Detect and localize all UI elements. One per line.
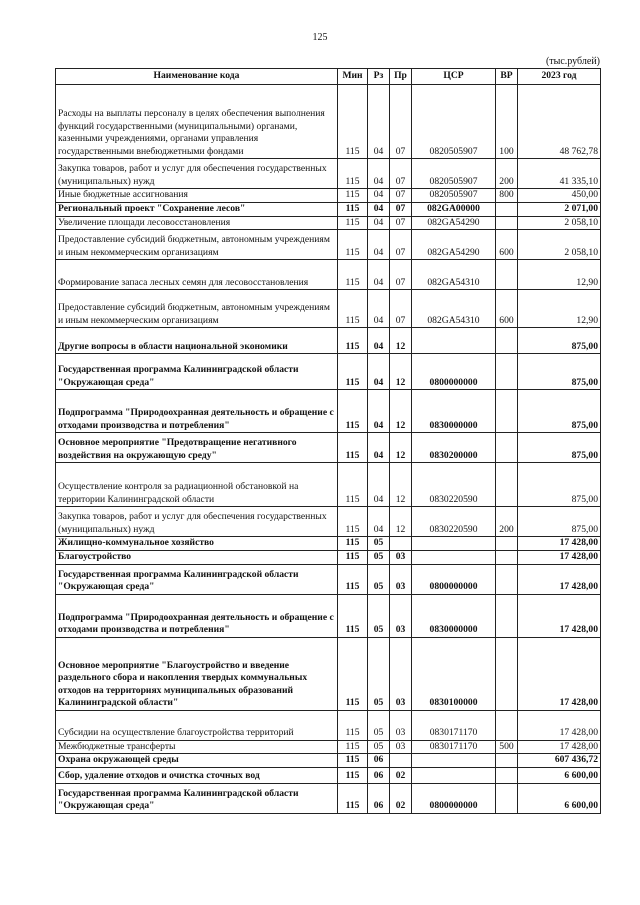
cell-name: Формирование запаса лесных семян для лесовосстановления bbox=[56, 260, 338, 290]
cell-pr: 07 bbox=[390, 202, 412, 216]
table-row bbox=[56, 637, 601, 710]
cell-amount: 17 428,00 bbox=[518, 637, 601, 710]
cell-csr: 082GA54290 bbox=[412, 216, 496, 230]
cell-min: 115 bbox=[338, 550, 368, 564]
cell-csr bbox=[412, 537, 496, 551]
cell-name: Иные бюджетные ассигнования bbox=[56, 189, 338, 203]
table-body bbox=[56, 85, 601, 814]
cell-vr bbox=[496, 537, 518, 551]
cell-name: Закупка товаров, работ и услуг для обеспечения государственных (муниципальных) нужд bbox=[56, 159, 338, 189]
cell-name: Закупка товаров, работ и услуг для обеспечения государственных (муниципальных) нужд bbox=[56, 507, 338, 537]
cell-min: 115 bbox=[338, 290, 368, 328]
cell-vr: 800 bbox=[496, 189, 518, 203]
cell-rz: 04 bbox=[368, 507, 390, 537]
cell-vr bbox=[496, 202, 518, 216]
cell-pr: 12 bbox=[390, 354, 412, 390]
cell-pr: 02 bbox=[390, 783, 412, 813]
table-row bbox=[56, 85, 601, 159]
cell-rz: 04 bbox=[368, 85, 390, 159]
cell-amount: 875,00 bbox=[518, 390, 601, 433]
cell-min: 115 bbox=[338, 637, 368, 710]
cell-vr bbox=[496, 260, 518, 290]
cell-min: 115 bbox=[338, 710, 368, 740]
cell-min: 115 bbox=[338, 507, 368, 537]
cell-rz: 05 bbox=[368, 740, 390, 754]
cell-csr bbox=[412, 328, 496, 354]
cell-name: Основное мероприятие "Благоустройство и введение раздельного сбора и накопления твердых коммунальных отходов на территориях муниципальных образований Калининградской области" bbox=[56, 637, 338, 710]
cell-amount: 2 058,10 bbox=[518, 230, 601, 260]
cell-rz: 04 bbox=[368, 260, 390, 290]
cell-pr: 07 bbox=[390, 260, 412, 290]
cell-csr: 0820505907 bbox=[412, 159, 496, 189]
table-row bbox=[56, 290, 601, 328]
cell-pr: 03 bbox=[390, 710, 412, 740]
table-row bbox=[56, 710, 601, 740]
table-row bbox=[56, 564, 601, 594]
cell-rz: 05 bbox=[368, 594, 390, 637]
table-row bbox=[56, 463, 601, 507]
cell-csr: 0800000000 bbox=[412, 783, 496, 813]
cell-min: 115 bbox=[338, 85, 368, 159]
cell-vr bbox=[496, 328, 518, 354]
cell-pr: 12 bbox=[390, 390, 412, 433]
cell-rz: 04 bbox=[368, 159, 390, 189]
cell-pr: 02 bbox=[390, 767, 412, 783]
cell-name: Жилищно-коммунальное хозяйство bbox=[56, 537, 338, 551]
cell-min: 115 bbox=[338, 189, 368, 203]
cell-name: Увеличение площади лесовосстановления bbox=[56, 216, 338, 230]
cell-min: 115 bbox=[338, 230, 368, 260]
table-header-row bbox=[56, 69, 601, 85]
budget-table bbox=[55, 68, 601, 814]
cell-min: 115 bbox=[338, 767, 368, 783]
cell-amount: 875,00 bbox=[518, 328, 601, 354]
cell-pr: 07 bbox=[390, 85, 412, 159]
header-rz: Рз bbox=[368, 69, 390, 85]
cell-csr: 0830220590 bbox=[412, 463, 496, 507]
cell-rz: 06 bbox=[368, 754, 390, 768]
cell-name: Подпрограмма "Природоохранная деятельность и обращение с отходами производства и потребления" bbox=[56, 594, 338, 637]
cell-min: 115 bbox=[338, 783, 368, 813]
table-row bbox=[56, 767, 601, 783]
cell-amount: 450,00 bbox=[518, 189, 601, 203]
cell-min: 115 bbox=[338, 216, 368, 230]
cell-amount: 2 058,10 bbox=[518, 216, 601, 230]
cell-vr bbox=[496, 767, 518, 783]
cell-min: 115 bbox=[338, 537, 368, 551]
cell-amount: 12,90 bbox=[518, 290, 601, 328]
header-min: Мин bbox=[338, 69, 368, 85]
cell-name: Благоустройство bbox=[56, 550, 338, 564]
cell-pr: 03 bbox=[390, 637, 412, 710]
cell-name: Основное мероприятие "Предотвращение негативного воздействия на окружающую среду" bbox=[56, 433, 338, 463]
table-row bbox=[56, 216, 601, 230]
table-row bbox=[56, 740, 601, 754]
cell-rz: 04 bbox=[368, 290, 390, 328]
cell-min: 115 bbox=[338, 390, 368, 433]
cell-pr: 07 bbox=[390, 216, 412, 230]
cell-name: Межбюджетные трансферты bbox=[56, 740, 338, 754]
cell-min: 115 bbox=[338, 740, 368, 754]
cell-vr: 200 bbox=[496, 507, 518, 537]
cell-pr: 07 bbox=[390, 290, 412, 328]
cell-min: 115 bbox=[338, 463, 368, 507]
cell-pr: 07 bbox=[390, 189, 412, 203]
table-row bbox=[56, 230, 601, 260]
cell-vr bbox=[496, 637, 518, 710]
cell-csr: 0830171170 bbox=[412, 740, 496, 754]
cell-vr bbox=[496, 433, 518, 463]
table-row bbox=[56, 189, 601, 203]
cell-csr: 0820505907 bbox=[412, 189, 496, 203]
cell-vr: 100 bbox=[496, 85, 518, 159]
cell-pr: 07 bbox=[390, 159, 412, 189]
cell-rz: 04 bbox=[368, 189, 390, 203]
cell-csr: 082GA54310 bbox=[412, 260, 496, 290]
cell-name: Региональный проект "Сохранение лесов" bbox=[56, 202, 338, 216]
cell-csr bbox=[412, 767, 496, 783]
cell-name: Государственная программа Калининградской области "Окружающая среда" bbox=[56, 564, 338, 594]
table-row bbox=[56, 260, 601, 290]
cell-pr: 12 bbox=[390, 463, 412, 507]
cell-name: Расходы на выплаты персоналу в целях обеспечения выполнения функций государственными (муниципальными) органами, казенными учреждениями, органами управления государственными внебюджетными фондами bbox=[56, 85, 338, 159]
cell-pr bbox=[390, 537, 412, 551]
cell-vr bbox=[496, 216, 518, 230]
header-year: 2023 год bbox=[518, 69, 601, 85]
cell-amount: 12,90 bbox=[518, 260, 601, 290]
cell-min: 115 bbox=[338, 433, 368, 463]
cell-pr: 12 bbox=[390, 433, 412, 463]
cell-min: 115 bbox=[338, 754, 368, 768]
cell-name: Государственная программа Калининградской области "Окружающая среда" bbox=[56, 354, 338, 390]
cell-vr bbox=[496, 390, 518, 433]
cell-rz: 05 bbox=[368, 710, 390, 740]
cell-csr: 0830100000 bbox=[412, 637, 496, 710]
cell-vr bbox=[496, 594, 518, 637]
table-row bbox=[56, 354, 601, 390]
cell-vr bbox=[496, 710, 518, 740]
cell-csr: 0830000000 bbox=[412, 594, 496, 637]
cell-min: 115 bbox=[338, 594, 368, 637]
cell-amount: 875,00 bbox=[518, 463, 601, 507]
cell-rz: 05 bbox=[368, 637, 390, 710]
table-row bbox=[56, 202, 601, 216]
cell-csr: 0830200000 bbox=[412, 433, 496, 463]
cell-min: 115 bbox=[338, 328, 368, 354]
cell-amount: 17 428,00 bbox=[518, 537, 601, 551]
header-vr: ВР bbox=[496, 69, 518, 85]
table-row bbox=[56, 433, 601, 463]
cell-rz: 04 bbox=[368, 202, 390, 216]
cell-rz: 05 bbox=[368, 564, 390, 594]
cell-min: 115 bbox=[338, 354, 368, 390]
table-row bbox=[56, 328, 601, 354]
cell-name: Государственная программа Калининградской области "Окружающая среда" bbox=[56, 783, 338, 813]
cell-name: Субсидии на осуществление благоустройства территорий bbox=[56, 710, 338, 740]
cell-rz: 06 bbox=[368, 767, 390, 783]
cell-rz: 04 bbox=[368, 463, 390, 507]
cell-rz: 06 bbox=[368, 783, 390, 813]
cell-csr: 0830171170 bbox=[412, 710, 496, 740]
cell-csr bbox=[412, 550, 496, 564]
table-row bbox=[56, 537, 601, 551]
cell-amount: 17 428,00 bbox=[518, 740, 601, 754]
cell-amount: 875,00 bbox=[518, 507, 601, 537]
cell-name: Охрана окружающей среды bbox=[56, 754, 338, 768]
cell-rz: 04 bbox=[368, 354, 390, 390]
header-name: Наименование кода bbox=[56, 69, 338, 85]
cell-csr: 082GA00000 bbox=[412, 202, 496, 216]
cell-name: Подпрограмма "Природоохранная деятельность и обращение с отходами производства и потребления" bbox=[56, 390, 338, 433]
cell-vr bbox=[496, 754, 518, 768]
cell-pr: 03 bbox=[390, 740, 412, 754]
cell-name: Осуществление контроля за радиационной обстановкой на территории Калининградской области bbox=[56, 463, 338, 507]
cell-amount: 875,00 bbox=[518, 354, 601, 390]
header-pr: Пр bbox=[390, 69, 412, 85]
cell-vr bbox=[496, 783, 518, 813]
cell-amount: 17 428,00 bbox=[518, 594, 601, 637]
page-number: 125 bbox=[312, 32, 328, 43]
table-row bbox=[56, 783, 601, 813]
cell-name: Другие вопросы в области национальной экономики bbox=[56, 328, 338, 354]
cell-csr: 0830000000 bbox=[412, 390, 496, 433]
cell-pr: 07 bbox=[390, 230, 412, 260]
table-row bbox=[56, 159, 601, 189]
cell-rz: 04 bbox=[368, 390, 390, 433]
cell-rz: 04 bbox=[368, 433, 390, 463]
cell-rz: 05 bbox=[368, 550, 390, 564]
cell-rz: 04 bbox=[368, 328, 390, 354]
cell-min: 115 bbox=[338, 202, 368, 216]
cell-vr: 600 bbox=[496, 290, 518, 328]
cell-amount: 607 436,72 bbox=[518, 754, 601, 768]
cell-csr: 0800000000 bbox=[412, 354, 496, 390]
cell-pr: 12 bbox=[390, 328, 412, 354]
cell-min: 115 bbox=[338, 564, 368, 594]
cell-pr: 03 bbox=[390, 550, 412, 564]
cell-name: Сбор, удаление отходов и очистка сточных вод bbox=[56, 767, 338, 783]
cell-amount: 2 071,00 bbox=[518, 202, 601, 216]
cell-amount: 17 428,00 bbox=[518, 710, 601, 740]
cell-min: 115 bbox=[338, 159, 368, 189]
cell-amount: 41 335,10 bbox=[518, 159, 601, 189]
cell-pr bbox=[390, 754, 412, 768]
table-row bbox=[56, 754, 601, 768]
units-label: (тыс.рублей) bbox=[545, 56, 600, 67]
cell-rz: 05 bbox=[368, 537, 390, 551]
cell-vr bbox=[496, 463, 518, 507]
cell-vr bbox=[496, 564, 518, 594]
cell-pr: 03 bbox=[390, 564, 412, 594]
cell-vr: 600 bbox=[496, 230, 518, 260]
cell-min: 115 bbox=[338, 260, 368, 290]
cell-rz: 04 bbox=[368, 216, 390, 230]
cell-vr bbox=[496, 550, 518, 564]
cell-amount: 48 762,78 bbox=[518, 85, 601, 159]
cell-name: Предоставление субсидий бюджетным, автономным учреждениям и иным некоммерческим организациям bbox=[56, 290, 338, 328]
cell-amount: 875,00 bbox=[518, 433, 601, 463]
cell-vr bbox=[496, 354, 518, 390]
cell-csr: 0800000000 bbox=[412, 564, 496, 594]
cell-amount: 17 428,00 bbox=[518, 550, 601, 564]
cell-csr bbox=[412, 754, 496, 768]
cell-csr: 0830220590 bbox=[412, 507, 496, 537]
cell-pr: 12 bbox=[390, 507, 412, 537]
cell-csr: 082GA54310 bbox=[412, 290, 496, 328]
table-row bbox=[56, 390, 601, 433]
table-row bbox=[56, 550, 601, 564]
cell-amount: 17 428,00 bbox=[518, 564, 601, 594]
cell-amount: 6 600,00 bbox=[518, 783, 601, 813]
cell-pr: 03 bbox=[390, 594, 412, 637]
table-row bbox=[56, 594, 601, 637]
cell-vr: 500 bbox=[496, 740, 518, 754]
cell-rz: 04 bbox=[368, 230, 390, 260]
cell-amount: 6 600,00 bbox=[518, 767, 601, 783]
cell-vr: 200 bbox=[496, 159, 518, 189]
cell-csr: 082GA54290 bbox=[412, 230, 496, 260]
cell-name: Предоставление субсидий бюджетным, автономным учреждениям и иным некоммерческим организациям bbox=[56, 230, 338, 260]
header-csr: ЦСР bbox=[412, 69, 496, 85]
table-row bbox=[56, 507, 601, 537]
cell-csr: 0820505907 bbox=[412, 85, 496, 159]
